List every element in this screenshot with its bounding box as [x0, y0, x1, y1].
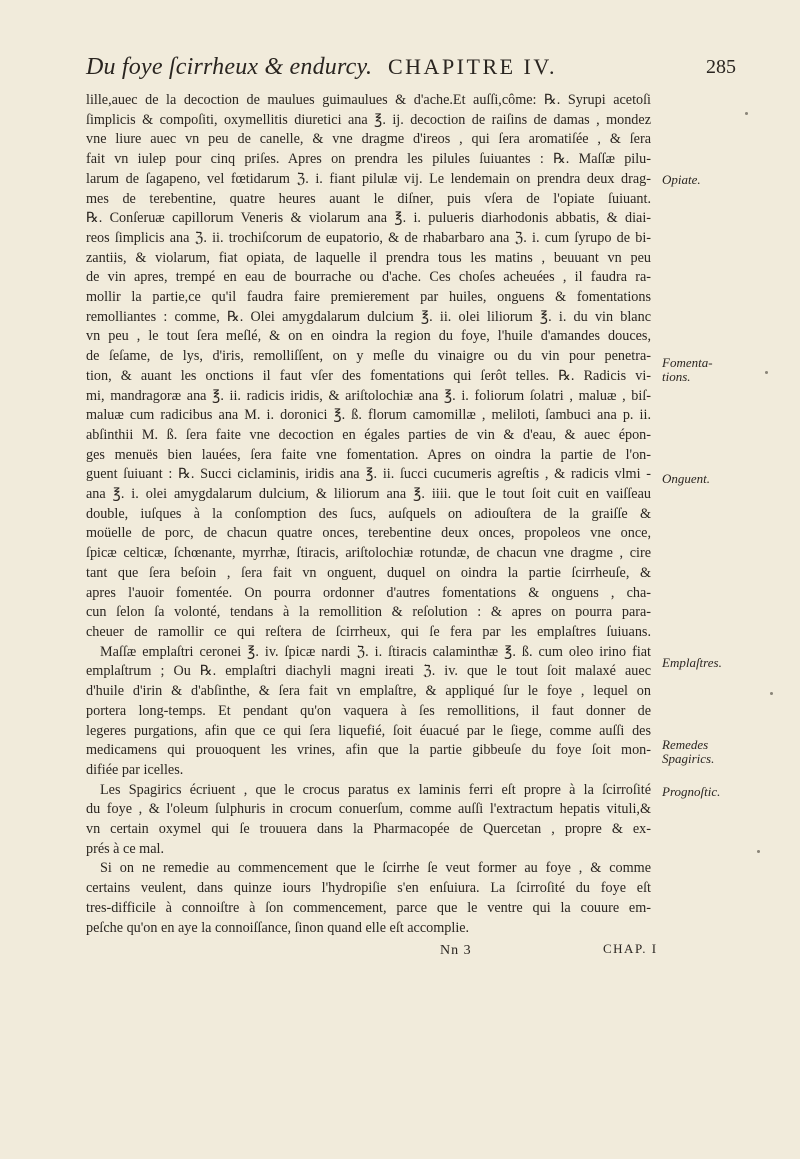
page-header	[86, 54, 736, 88]
text-line: ſpicæ celticæ, ſchœnante, myrrhæ, ſtiracis, ariſtolochiæ rotundæ, de chacun vne dragme , cire	[86, 545, 651, 562]
text-line: peſche qu'on en aye la connoiſſance, ſinon quand elle eſt accomplie.	[86, 919, 470, 936]
text-line: ℞. Conſeruæ capillorum Veneris & violarum ana ℥. i. pulueris diarhodonis abbatis, & diai-	[86, 210, 651, 227]
text-line: mi, mandragoræ ana ℥. ii. radicis iridis, & ariſtolochiæ ana ℥. i. foliorum ſolatri , maluæ , biſ-	[86, 387, 651, 404]
text-line: Si on ne remedie au commencement que le ſcirrhe ſe veut former au foye , & comme	[100, 860, 651, 877]
text-line: mollir la partie,ce qu'il faudra faire premierement par huiles, onguens & fomentations	[86, 289, 651, 306]
text-line: vn certain oxymel qui ſe trouuera dans la Pharmacopée de Quercetan , propre & ex-	[86, 821, 651, 838]
text-line: mes de terebentine, quatre heures auant le diſner, puis vſera de l'opiate ſuiuant.	[86, 190, 651, 207]
text-line: moüelle de porc, de chacun quatre onces, terebentine deux onces, propoleos vne once,	[86, 525, 651, 542]
text-line: vn peu , le tout ſera meſlé, & on en oindra la region du foye, l'huile d'amandes douces,	[86, 328, 651, 345]
body-text	[86, 91, 651, 938]
margin-note-prognostic: Prognoſtic.	[662, 784, 721, 799]
text-line: medicamens qui prouoquent les vrines, afin que la partie gibbeuſe du foye ſoit mon-	[86, 742, 651, 759]
text-line: abſinthii M. ß. ſera faite vne decoction en égales parties de vin & d'eau, & auec épon-	[86, 426, 651, 443]
margin-note-remedes-spagirics: Remedes Spagirics.	[662, 737, 715, 766]
text-line: lille,auec de la decoction de maulues guimaulues & d'ache.Et auſſi,côme: ℞. Syrupi acetoſi	[86, 92, 651, 108]
text-line: portera long-temps. Et pendant qu'on vaquera à ſes remollitions, il faut donner de	[86, 702, 651, 719]
text-line: de vin apres, trempé en eau de bourrache ou d'ache. Ces choſes acheuées , il faudra ra-	[86, 269, 651, 286]
chapter-heading: CHAPITRE IV.	[388, 54, 557, 79]
text-line: ges menuës bien lauées, ſera faite vne fomentation. Apres on oindra la partie de l'on-	[86, 446, 651, 463]
text-line: d'huile d'irin & d'abſinthe, & ſera fait vn emplaſtre, & appliqué ſur le foye , lequel on	[86, 683, 651, 700]
paper-speck	[745, 112, 748, 115]
margin-note-onguent: Onguent.	[662, 471, 711, 486]
text-line: Les Spagirics écriuent , que le crocus paratus ex laminis ferri eſt propre à la ſcirroſité	[100, 781, 651, 798]
text-line: legeres purgations, afin que ce qui ſera liquefié, ſoit éuacué par le ſiege, comme auſſi des	[86, 722, 651, 739]
text-line: ſimplicis & compoſiti, oxymellitis diuretici ana ℥. ij. decoction de raiſins de damas , mondez	[86, 111, 651, 128]
text-line: reos ſimplicis ana ℨ. ii. trochiſcorum de eupatorio, & de rhabarbaro ana ℨ. i. cum ſyrupo de bi-	[86, 229, 651, 246]
running-title: Du foye ſcirrheux & endurcy.	[86, 54, 373, 80]
text-line: tant que ſera beſoin , ſera fait vn onguent, duquel on oindra la partie ſcirrheuſe, &	[86, 564, 651, 581]
page-number: 285	[706, 56, 736, 78]
paper-speck	[770, 692, 773, 695]
catchword: CHAP. I	[603, 941, 658, 956]
text-line: cheuer de ramollir ce qui reſtera de ſcirrheux, qui ſe fera par les emplaſtres ſuiuans.	[86, 623, 651, 640]
text-line: de ſeſame, de lys, d'iris, remolliſſent, on y meſle du vinaigre ou du vin pour penetra-	[86, 348, 651, 365]
signature-mark: Nn 3	[440, 943, 472, 958]
text-line: guent ſuiuant : ℞. Succi ciclaminis, iridis ana ℥. ii. ſucci cucumeris agreſtis , & radicis vlmi -	[86, 466, 651, 483]
margin-note-opiate: Opiate.	[662, 172, 701, 187]
text-line: Maſſæ emplaſtri ceronei ℥. iv. ſpicæ nardi ℨ. i. ſtiracis calaminthæ ℥. ß. cum oleo irino fiat	[100, 643, 651, 660]
text-line: cun ſelon ſa volonté, tendans à la remollition & reſolution : & apres on pourra para-	[86, 604, 651, 621]
text-line: prés à ce mal.	[86, 840, 164, 857]
text-line: tion, & auant les onctions il faut vſer des fomentations qui ſerôt telles. ℞. Radicis vi-	[86, 367, 651, 384]
paper-speck	[757, 850, 760, 853]
text-line: du foye , & l'oleum ſulphuris in crocum conuerſum, comme auſſi l'extractum hepatis vituli,&	[86, 801, 651, 818]
text-line: larum de ſagapeno, vel fœtidarum ℨ. i. fiant pilulæ vij. Le lendemain on prendra deux drag-	[86, 170, 651, 187]
text-line: difiée par icelles.	[86, 761, 184, 778]
text-line: vne liure auec vn peu de canelle, & vne dragme d'ireos , qui ſera aromatiſée , & ſera	[86, 131, 651, 148]
margin-note-emplastres: Emplaſtres.	[662, 655, 722, 670]
text-line: tres-difficile à connoiſtre à ſon commencement, parce que le ventre qui la couure em-	[86, 899, 651, 916]
text-line: ana ℥. i. olei amygdalarum dulcium, & liliorum ana ℥. iiii. que le tout ſoit cuit en vaiſſeau	[86, 486, 651, 503]
text-line: double, iuſques à la conſomption des ſucs, auſquels on adiouſtera de la graiſſe &	[86, 505, 651, 522]
text-line: maluæ cum radicibus ana M. i. doronici ℥. ß. florum camomillæ , meliloti, ſambuci ana p. ii.	[86, 407, 651, 424]
text-line: certains veulent, dans quinze iours l'hydropiſie s'en enſuiura. La ſcirroſité du foye eſt	[86, 880, 651, 897]
paper-speck	[765, 371, 768, 374]
text-line: emplaſtrum ; Ou ℞. emplaſtri diachyli magni ireati ℨ. iv. que le tout ſoit malaxé auec	[86, 663, 651, 680]
text-line: apres l'auoir fomentée. On pourra ordonner d'autres fomentations & onguens , cha-	[86, 584, 651, 601]
text-line: remolliantes : comme, ℞. Olei amygdalarum dulcium ℥. ii. olei liliorum ℥. i. du vin blanc	[86, 308, 651, 325]
text-line: zantiis, & violarum, fiat opiata, de laquelle il prendra tous les matins , beuuant vn peu	[86, 249, 651, 266]
text-line: fait vn iulep pour cinq priſes. Apres on prendra les pilules ſuiuantes : ℞. Maſſæ pilu-	[86, 151, 651, 168]
margin-note-fomentations: Fomenta-tions.	[662, 355, 713, 384]
